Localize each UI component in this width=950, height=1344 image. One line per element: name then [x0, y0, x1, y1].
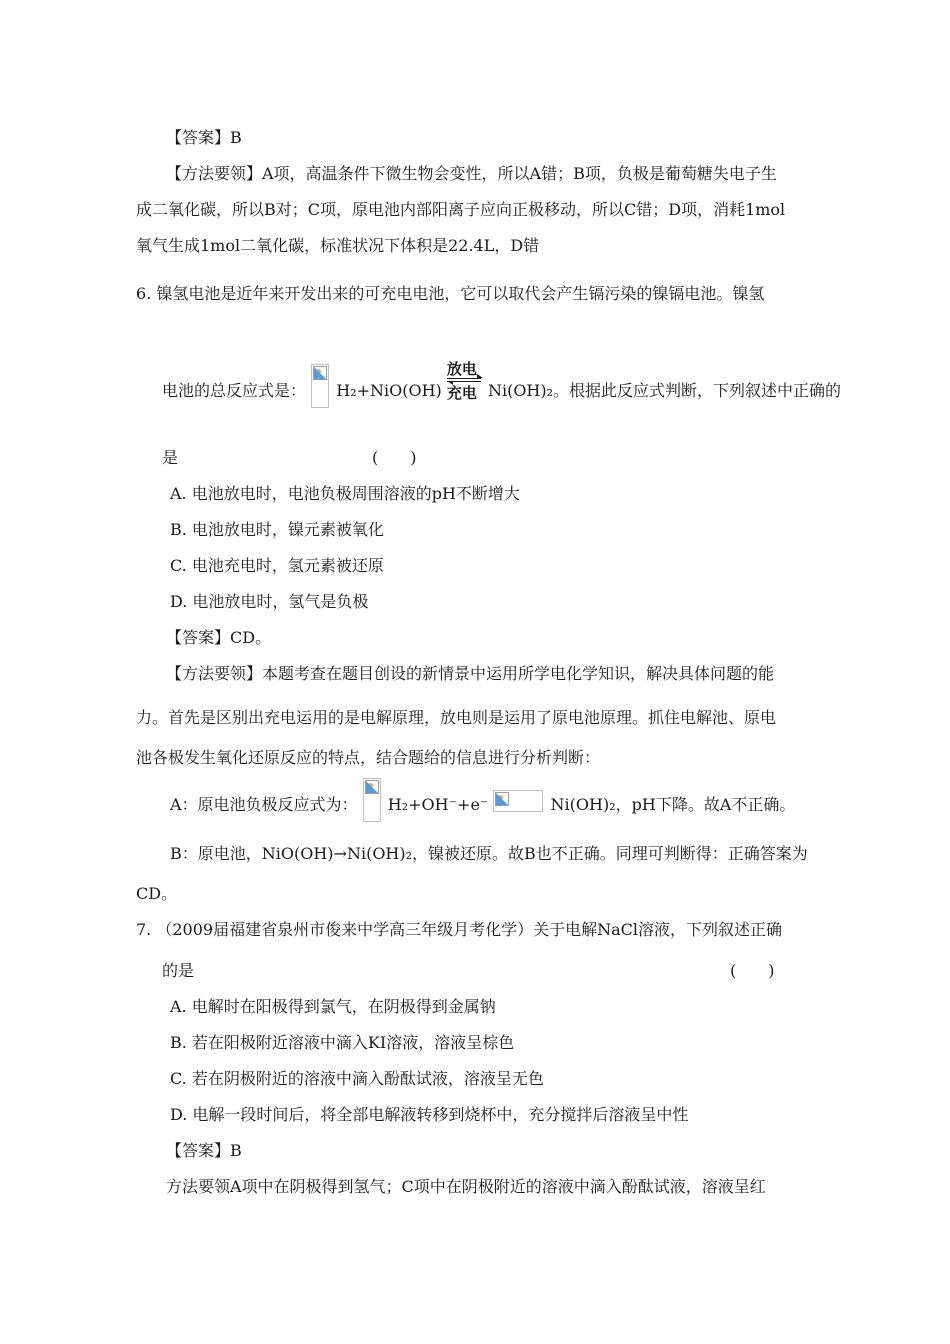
equation-line: [162, 360, 842, 408]
answer-label: 【答案】CD。: [166, 628, 272, 647]
method-text: 方法要领A项中在阴极得到氢气；C项中在阴极附近的溶液中滴入酚酞试液，溶液呈红: [166, 1177, 766, 1196]
analysis-a-prefix: A：原电池负极反应式为：: [170, 795, 358, 814]
analysis-b: B：原电池，NiO(OH)→Ni(OH)₂，镍被还原。故B也不正确。同理可判断得：正确答案为: [170, 844, 808, 863]
option-a: A. 电解时在阳极得到氯气，在阴极得到金属钠: [170, 997, 496, 1016]
option-b: B. 若在阳极附近溶液中滴入KI溶液，溶液呈棕色: [170, 1033, 515, 1052]
broken-image-icon: [493, 790, 543, 812]
answer-label: 【答案】B: [166, 1141, 242, 1160]
question-stem-end: 的是: [162, 961, 195, 980]
method-text: 成二氧化碳，所以B对；C项，原电池内部阳离子应向正极移动，所以C错；D项，消耗1mol: [136, 200, 786, 219]
option-d: D. 电池放电时，氢气是负极: [170, 592, 369, 611]
method-text: 【方法要领】A项，高温条件下微生物会变性，所以A错；B项，负极是葡萄糖失电子生: [166, 164, 777, 183]
answer-label: 【答案】B: [166, 128, 242, 147]
broken-image-icon: [363, 778, 381, 822]
analysis-a-equation: H₂+OH⁻+e⁻: [387, 795, 489, 814]
analysis-b: CD。: [136, 884, 178, 903]
reversible-arrow-icon: [446, 360, 483, 402]
equation-prefix: 电池的总反应式是：: [162, 381, 307, 400]
arrow-label-discharge: 放电: [446, 360, 477, 378]
equation-left: H₂+NiO(OH): [336, 381, 442, 400]
answer-bracket: ( ): [372, 448, 417, 467]
option-b: B. 电池放电时，镍元素被氧化: [170, 520, 384, 539]
option-c: C. 电池充电时，氢元素被还原: [170, 556, 384, 575]
question-stem: 7. （2009届福建省泉州市俊来中学高三年级月考化学）关于电解NaCl溶液，下列叙述正确: [136, 920, 782, 939]
method-text: 力。首先是区别出充电运用的是电解原理，放电则是运用了原电池原理。抓住电解池、原电: [136, 708, 777, 727]
question-stem: 6. 镍氢电池是近年来开发出来的可充电电池，它可以取代会产生镉污染的镍镉电池。镍氢: [136, 284, 765, 303]
arrow-label-charge: 充电: [446, 384, 477, 402]
method-text: 【方法要领】本题考查在题目创设的新情景中运用所学电化学知识，解决具体问题的能: [166, 664, 775, 683]
method-text: 池各极发生氧化还原反应的特点，结合题给的信息进行分析判断：: [136, 748, 601, 767]
option-a: A. 电池放电时，电池负极周围溶液的pH不断增大: [170, 484, 520, 503]
answer-bracket: ( ): [730, 961, 775, 980]
equation-right: Ni(OH)₂。根据此反应式判断，下列叙述中正确的: [487, 381, 842, 400]
analysis-a-suffix: Ni(OH)₂，pH下降。故A不正确。: [550, 795, 796, 814]
option-d: D. 电解一段时间后，将全部电解液转移到烧杯中，充分搅拌后溶液呈中性: [170, 1105, 689, 1124]
broken-image-icon: [311, 364, 329, 408]
method-text: 氧气生成1mol二氧化碳，标准状况下体积是22.4L，D错: [136, 236, 540, 255]
option-c: C. 若在阴极附近的溶液中滴入酚酞试液，溶液呈无色: [170, 1069, 544, 1088]
question-stem-end: 是: [162, 448, 179, 467]
analysis-a: [170, 794, 795, 822]
